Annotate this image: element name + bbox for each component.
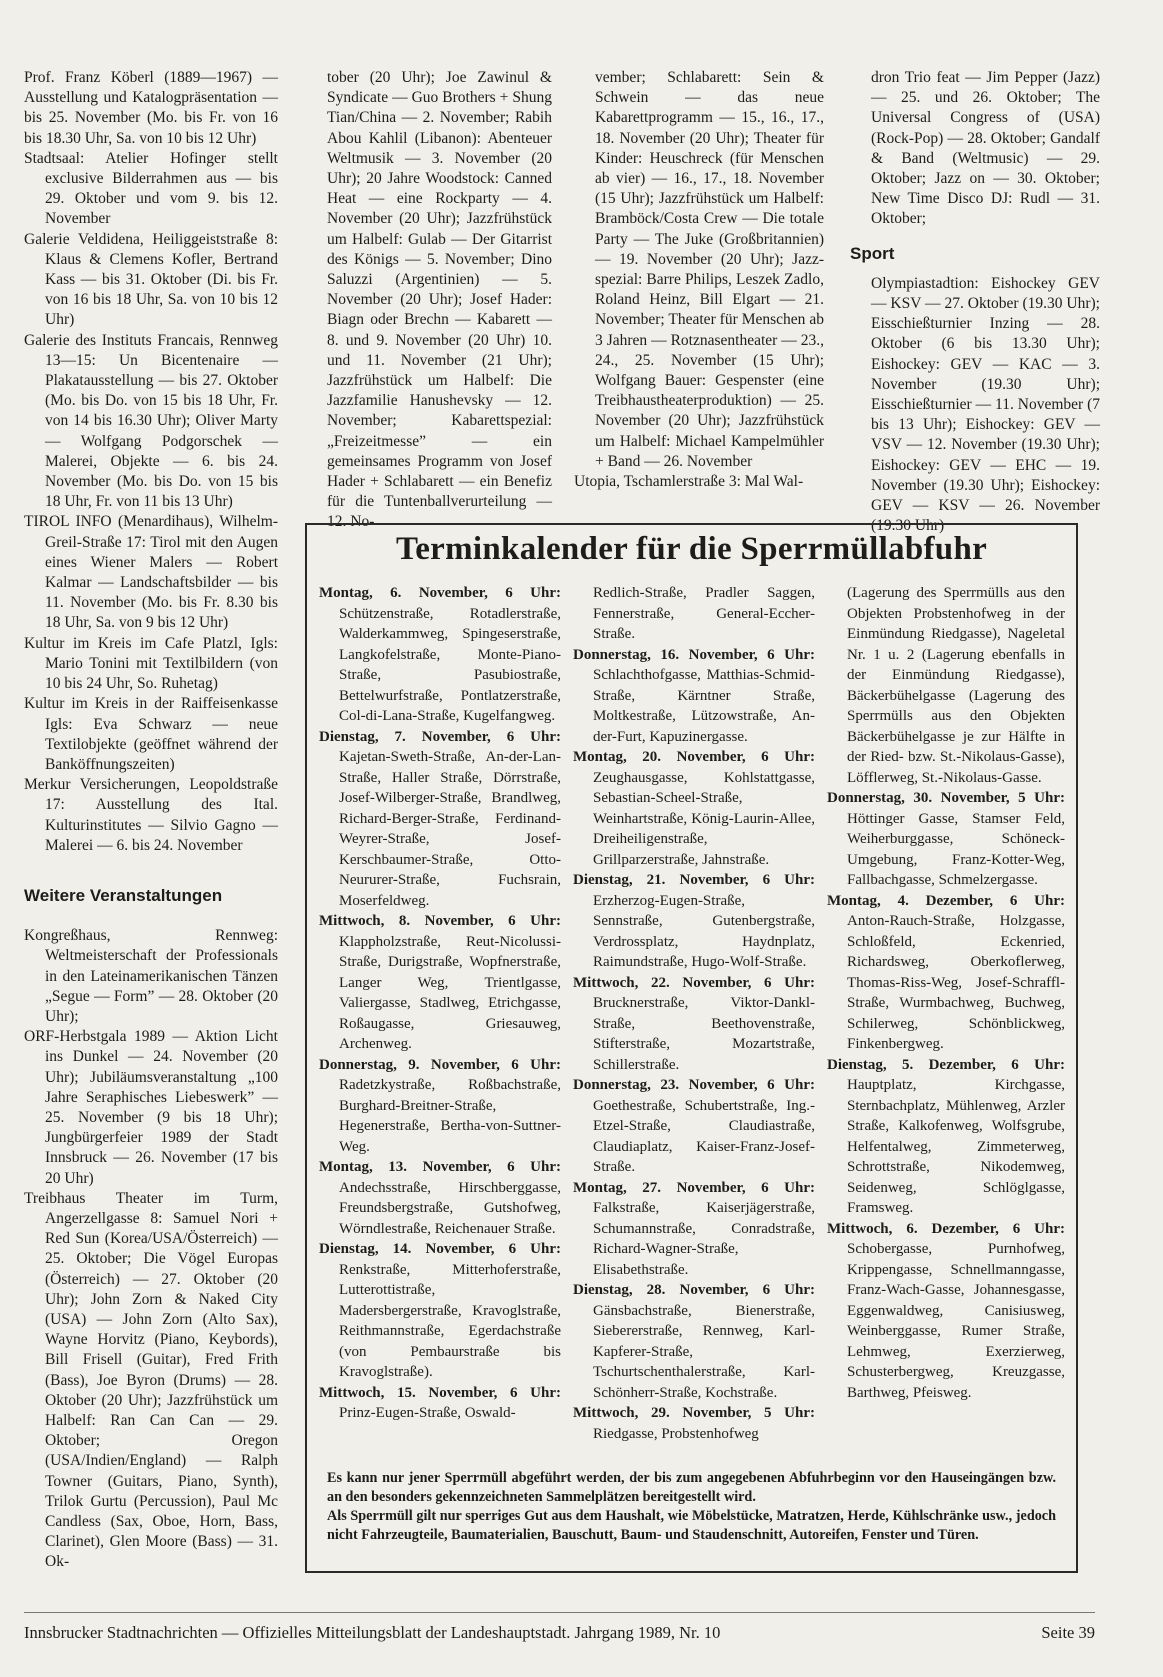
schedule-entry bbox=[827, 788, 1065, 891]
listing-continuation: vember; Schlabarett: Sein & Schwein — das neue Kabarettprogramm — 15., 16., 17., 18. November (20 Uhr); Theater für Kinder: Heuschreck (für Menschen ab vier) — 16., 17., 18. November (15 Uhr); Jazzfrühstück um Halbelf: Bramböck/Costa Crew — Die totale Party — The Juke (Großbritannien) — 19. November (20 Uhr); Jazz-spezial: Barre Philips, Leszek Zadlo, Roland Heinz, Bill Elgart — 21. November; Theater für Menschen ab 3 Jahren — Rotznasentheater — 23., 24., 25. November (15 Uhr); Wolfgang Bauer: Gespenster (eine Treibhaustheaterproduktion) — 25. November (20 Uhr); Jazzfrühstück um Halbelf: Michael Kampelmühler + Band — 26. November bbox=[595, 69, 824, 470]
schedule-entry bbox=[573, 1280, 815, 1403]
schedule-streets: Redlich-Straße, Pradler Saggen, Fennerstraße, General-Eccher-Straße. bbox=[593, 585, 815, 642]
schedule-streets: Brucknerstraße, Viktor-Dankl-Straße, Beethovenstraße, Stifterstraße, Mozartstraße, Schillerstraße. bbox=[593, 995, 815, 1073]
schedule-entry bbox=[573, 870, 815, 973]
schedule-streets: Goethestraße, Schubertstraße, Ing.-Etzel-Straße, Claudiastraße, Claudiaplatz, Kaiser-Franz-Josef-Straße. bbox=[593, 1097, 815, 1175]
schedule-day: Dienstag, 7. November, 6 Uhr: bbox=[319, 728, 561, 745]
listing-entry: Kongreßhaus, Rennweg: Weltmeisterschaft der Professionals in den Lateinamerikanischen Tänzen „Segue — Form” — 28. Oktober (20 Uhr); bbox=[24, 927, 278, 1025]
schedule-streets: Schobergasse, Purnhofweg, Krippengasse, Schnellmanngasse, Franz-Wach-Gasse, Johannesgasse, Eggenwaldweg, Canisiusweg, Weinberggasse, Rumer Straße, Lehmweg, Exerzierweg, Schusterbergweg, Kreuzgasse, Barthweg, Pfeisweg. bbox=[847, 1241, 1065, 1401]
schedule-day: Donnerstag, 30. November, 5 Uhr: bbox=[827, 790, 1065, 806]
schedule-streets: Gänsbachstraße, Bienerstraße, Siebererstraße, Rennweg, Karl-Kapferer-Straße, Tschurtschenthalerstraße, Karl-Schönherr-Straße, Kochstraße. bbox=[593, 1302, 815, 1401]
notice-paragraph: Es kann nur jener Sperrmüll abgeführt werden, der bis zum angegebenen Abfuhrbeginn vor den Hauseingängen bzw. an den besonders gekennzeichneten Sammelplätzen bereitgestellt wird. bbox=[327, 1470, 1056, 1505]
section-heading-sport: Sport bbox=[850, 243, 895, 263]
footer-page-number: Seite 39 bbox=[1041, 1623, 1095, 1642]
column-3 bbox=[574, 68, 824, 492]
schedule-day: Dienstag, 14. November, 6 Uhr: bbox=[319, 1241, 561, 1257]
schedule-streets: Radetzkystraße, Roßbachstraße, Burghard-Breitner-Straße, Hegenerstraße, Bertha-von-Suttner-Weg. bbox=[339, 1077, 561, 1155]
footer-publication: Innsbrucker Stadtnachrichten — Offizielles Mitteilungsblatt der Landeshauptstadt. Jahrgang 1989, Nr. 10 bbox=[24, 1623, 721, 1642]
sport-listing: Olympiastadtion: Eishockey GEV — KSV — 27. Oktober (19.30 Uhr); Eisschießturnier Inzing — 28. Oktober (6 bis 13.30 Uhr); Eishockey: GEV — KAC — 3. November (19.30 Uhr); Eisschießturnier — 11. November (7 bis 13 Uhr); Eishockey: GEV — VSV — 12. November (19.30 Uhr); Eishockey: GEV — EHC — 19. November (19.30 Uhr); Eishockey: GEV — KSV — 26. November (19.30 Uhr) bbox=[871, 274, 1100, 535]
schedule-streets: Schlachthofgasse, Matthias-Schmid-Straße, Kärntner Straße, Moltkestraße, Lützowstraße, An-der-Furt, Kapuzinergasse. bbox=[593, 667, 815, 745]
section-heading-weitere-veranstaltungen: Weitere Veranstaltungen bbox=[24, 885, 223, 905]
schedule-day: Mittwoch, 6. Dezember, 6 Uhr: bbox=[827, 1220, 1065, 1237]
schedule-entry bbox=[573, 583, 815, 645]
box-notice bbox=[327, 1469, 1056, 1545]
schedule-streets: Anton-Rauch-Straße, Holzgasse, Schloßfeld, Eckenried, Richardsweg, Oberkoflerweg, Thomas-Riss-Weg, Josef-Schraffl-Straße, Wurmbachweg, Buchweg, Schilerweg, Schönblickweg, Finkenbergweg. bbox=[847, 913, 1065, 1052]
listing-entry: TIROL INFO (Menardihaus), Wilhelm-Greil-Straße 17: Tirol mit den Augen eines Wiener Malers — Robert Kalmar — Landschaftsbilder — bis 11. November (Mo. bis Fr. 8.30 bis 18 Uhr, Sa. von 9 bis 12 Uhr) bbox=[24, 513, 278, 632]
schedule-entry bbox=[319, 1055, 561, 1158]
schedule-day: Mittwoch, 29. November, 5 Uhr: bbox=[573, 1405, 815, 1421]
listing-continuation: dron Trio feat — Jim Pepper (Jazz) — 25. und 26. Oktober; The Universal Congress of (USA) (Rock-Pop) — 28. Oktober; Gandalf & Band (Weltmusic) — 29. Oktober; Jazz on — 30. Oktober; New Time Disco DJ: Rudl — 31. Oktober; bbox=[871, 69, 1100, 228]
listing-entry: Merkur Versicherungen, Leopoldstraße 17: Ausstellung des Ital. Kulturinstitutes — Silvio Gagno — Malerei — 6. bis 24. November bbox=[24, 776, 278, 854]
column-2 bbox=[306, 68, 552, 533]
schedule-day: Montag, 6. November, 6 Uhr: bbox=[319, 585, 561, 601]
listing-entry: ORF-Herbstgala 1989 — Aktion Licht ins Dunkel — 24. November (20 Uhr); Jubiläumsveranstaltung „100 Jahre Seraphisches Liebeswerk” — 25. November (9 bis 18 Uhr); Jungbürgerfeier 1989 der Stadt Innsbruck — 26. November (17 bis 20 Uhr) bbox=[24, 1028, 278, 1187]
listing-entry: Utopia, Tschamlerstraße 3: Mal Wal- bbox=[574, 473, 804, 491]
schedule-entry bbox=[827, 1055, 1065, 1219]
schedule-day: Montag, 4. Dezember, 6 Uhr: bbox=[827, 892, 1065, 909]
schedule-entry bbox=[319, 911, 561, 1055]
schedule-streets: Höttinger Gasse, Stamser Feld, Weiherburggasse, Schöneck-Umgebung, Franz-Kotter-Weg, Fallbachgasse, Schmelzergasse. bbox=[847, 810, 1065, 888]
schedule-entry bbox=[827, 891, 1065, 1055]
schedule-streets: Riedgasse, Probstenhofweg bbox=[593, 1425, 759, 1442]
schedule-streets: Hauptplatz, Kirchgasse, Sternbachplatz, Mühlenweg, Arzler Straße, Kalkofenweg, Wolfsgrube, Helfentalweg, Zimmeterweg, Schrottstraße, Nikodemweg, Seidenweg, Schlöglgasse, Framsweg. bbox=[847, 1077, 1065, 1216]
notice-paragraph: Als Sperrmüll gilt nur sperriges Gut aus dem Haushalt, wie Möbelstücke, Matratzen, Herde, Kühlschränke usw., jedoch nicht Fahrzeugteile, Baumaterialien, Bauschutt, Baum- und Staudenschnitt, Autoreifen, Fenster und Türen. bbox=[327, 1508, 1056, 1543]
schedule-entry bbox=[573, 1403, 815, 1444]
schedule-entry bbox=[319, 1157, 561, 1239]
listing-continuation: tober (20 Uhr); Joe Zawinul & Syndicate — Guo Brothers + Shung Tian/China — 2. November; Rabih Abou Kahlil (Libanon): Abenteuer Weltmusik — 3. November (20 Uhr); 20 Jahre Woodstock: Canned Heat — eine Rockparty — 4. November (20 Uhr); Jazzfrühstück um Halbelf: Gulab — Der Gitarrist des Königs — 5. November; Dino Saluzzi (Argentinien) — 5. November (20 Uhr); Josef Hader: Biagn oder Brechn — Kabarett — 8. und 9. November (20 Uhr) 10. und 11. November (21 Uhr); Jazzfrühstück um Halbelf: Die Jazzfamilie Hanushevsky — 12. November; Kabarettspezial: „Freizeitmesse” — ein gemeinsames Programm von Josef Hader + Schlabarett — ein Benefiz für die Tuntenballverurteilung — 12. No- bbox=[327, 69, 552, 531]
schedule-day: Montag, 20. November, 6 Uhr: bbox=[573, 749, 815, 765]
sperrmuell-calendar-box bbox=[305, 523, 1078, 1573]
schedule-streets: Zeughausgasse, Kohlstattgasse, Sebastian-Scheel-Straße, Weinhartstraße, König-Laurin-Allee, Dreiheiligenstraße, Grillparzerstraße, Jahnstraße. bbox=[593, 769, 815, 868]
schedule-streets: (Lagerung des Sperrmülls aus den Objekten Probstenhofweg in der Einmündung Riedgasse), Nageletal Nr. 1 u. 2 (Lagerung ebenfalls in der Einmündung Riedgasse), Bäckerbühelgasse (Lagerung des Sperrmülls aus den Objekten Bäckerbühelgasse je zur Hälfte in der Ried- bzw. St.-Nikolaus-Gasse), Löfflerweg, St.-Nikolaus-Gasse. bbox=[847, 585, 1065, 786]
schedule-day: Mittwoch, 22. November, 6 Uhr: bbox=[573, 974, 815, 991]
schedule-day: Mittwoch, 8. November, 6 Uhr: bbox=[319, 913, 561, 929]
schedule-entry bbox=[573, 1075, 815, 1178]
schedule-entry bbox=[573, 645, 815, 748]
listing-entry: Kultur im Kreis in der Raiffeisenkasse Igls: Eva Schwarz — neue Textilobjekte (geöffnet während der Banköffnungszeiten) bbox=[24, 695, 278, 773]
schedule-day: Donnerstag, 9. November, 6 Uhr: bbox=[319, 1056, 561, 1073]
schedule-entry bbox=[573, 747, 815, 870]
schedule-entry bbox=[319, 1239, 561, 1383]
schedule-streets: Andechsstraße, Hirschberggasse, Freundsbergstraße, Gutshofweg, Wörndlestraße, Reichenauer Straße. bbox=[339, 1179, 561, 1237]
page-footer bbox=[24, 1612, 1095, 1643]
listing-entry: Prof. Franz Köberl (1889—1967) — Ausstellung und Katalogpräsentation — bis 25. November (Mo. bis Fr. von 16 bis 18.30 Uhr, Sa. von 10 bis 12 Uhr) bbox=[24, 69, 278, 147]
schedule-day: Dienstag, 28. November, 6 Uhr: bbox=[573, 1282, 815, 1298]
listing-entry: Galerie des Instituts Francais, Rennweg 13—15: Un Bicentenaire — Plakatausstellung — bis 27. Oktober (Mo. bis Do. von 15 bis 18 Uhr, Fr. von 14 bis 16.30 Uhr); Oliver Marty — Wolfgang Podgorschek — Malerei, Objekte — 6. bis 24. November (Mo. bis Do. von 15 bis 18 Uhr, Fr. von 11 bis 13 Uhr) bbox=[24, 331, 278, 511]
schedule-streets: Falkstraße, Kaiserjägerstraße, Schumannstraße, Conradstraße, Richard-Wagner-Straße, Elisabethstraße. bbox=[593, 1200, 815, 1278]
schedule-day: Dienstag, 21. November, 6 Uhr: bbox=[573, 872, 815, 888]
schedule-entry bbox=[827, 1219, 1065, 1404]
schedule-day: Mittwoch, 15. November, 6 Uhr: bbox=[319, 1384, 561, 1401]
schedule-streets: Renkstraße, Mitterhoferstraße, Lutterottistraße, Madersbergerstraße, Kravoglstraße, Reithmannstraße, Egerdachstraße (von Pembaurstraße bis Kravoglstraße). bbox=[339, 1261, 561, 1380]
schedule-streets: Prinz-Eugen-Straße, Oswald- bbox=[339, 1405, 516, 1421]
schedule-streets: Klappholzstraße, Reut-Nicolussi-Straße, Durigstraße, Wopfnerstraße, Langer Weg, Trientlgasse, Valiergasse, Stadlweg, Etrichgasse, Roßaugasse, Griesauweg, Archenweg. bbox=[339, 933, 561, 1052]
schedule-entry bbox=[319, 583, 561, 727]
box-column-2 bbox=[573, 583, 815, 1444]
schedule-day: Montag, 27. November, 6 Uhr: bbox=[573, 1179, 815, 1196]
schedule-streets: Kajetan-Sweth-Straße, An-der-Lan-Straße, Haller Straße, Dörrstraße, Josef-Wilberger-Straße, Brandlweg, Richard-Berger-Straße, Ferdinand-Weyrer-Straße, Josef-Kerschbaumer-Straße, Otto-Neururer-Straße, Fuchsrain, Moserfeldweg. bbox=[339, 749, 561, 909]
listing-entry: Kultur im Kreis im Cafe Platzl, Igls: Mario Tonini mit Textilbildern (von 10 bis 24 Uhr, So. Ruhetag) bbox=[24, 634, 278, 693]
schedule-streets: Schützenstraße, Rotadlerstraße, Walderkammweg, Spingeserstraße, Langkofelstraße, Monte-Piano-Straße, Pasubiostraße, Bettelwurfstraße, Pontlatzerstraße, Col-di-Lana-Straße, Kugelfangweg. bbox=[339, 605, 561, 724]
listing-entry: Galerie Veldidena, Heiliggeiststraße 8: Klaus & Clemens Kofler, Bertrand Kass — bis 31. Oktober (Di. bis Fr. von 16 bis 18 Uhr, Sa. von 10 bis 12 Uhr) bbox=[24, 230, 278, 329]
column-1 bbox=[24, 68, 278, 1573]
schedule-entry bbox=[827, 583, 1065, 788]
schedule-day: Donnerstag, 23. November, 6 Uhr: bbox=[573, 1077, 815, 1093]
schedule-day: Donnerstag, 16. November, 6 Uhr: bbox=[573, 646, 815, 663]
box-title: Terminkalender für die Sperrmüllabfuhr bbox=[395, 531, 988, 567]
listing-entry: Stadtsaal: Atelier Hofinger stellt exclusive Bilderrahmen aus — bis 29. Oktober und vom 9. bis 12. November bbox=[24, 149, 278, 228]
schedule-entry bbox=[319, 1383, 561, 1424]
schedule-day: Dienstag, 5. Dezember, 6 Uhr: bbox=[827, 1056, 1065, 1073]
listing-entry: Treibhaus Theater im Turm, Angerzellgasse 8: Samuel Nori + Red Sun (Korea/USA/Österreich) — 25. Oktober; Die Vögel Europas (Österreich) — 27. Oktober (20 Uhr); John Zorn & Naked City (USA) — John Zorn (Alto Sax), Wayne Horvitz (Piano, Keybords), Bill Frisell (Guitar), Fred Frith (Bass), Joe Byron (Drums) — 28. Oktober (20 Uhr); Jazzfrühstück um Halbelf: Ran Can Can — 29. Oktober; Oregon (USA/Indien/England) — Ralph Towner (Guitars, Piano, Synth), Trilok Gurtu (Percussion), Paul Mc Candless (Sax, Oboe, Horn, Bass, Clarinet), Glen Moore (Bass) — 31. Ok- bbox=[24, 1189, 278, 1571]
schedule-entry bbox=[319, 727, 561, 912]
box-column-1 bbox=[319, 583, 561, 1424]
box-column-3 bbox=[827, 583, 1065, 1403]
schedule-entry bbox=[573, 1178, 815, 1281]
schedule-streets: Erzherzog-Eugen-Straße, Sennstraße, Gutenbergstraße, Verdrossplatz, Haydnplatz, Raimundstraße, Hugo-Wolf-Straße. bbox=[593, 892, 815, 970]
schedule-entry bbox=[573, 973, 815, 1076]
schedule-day: Montag, 13. November, 6 Uhr: bbox=[319, 1159, 561, 1175]
column-4 bbox=[850, 68, 1100, 536]
